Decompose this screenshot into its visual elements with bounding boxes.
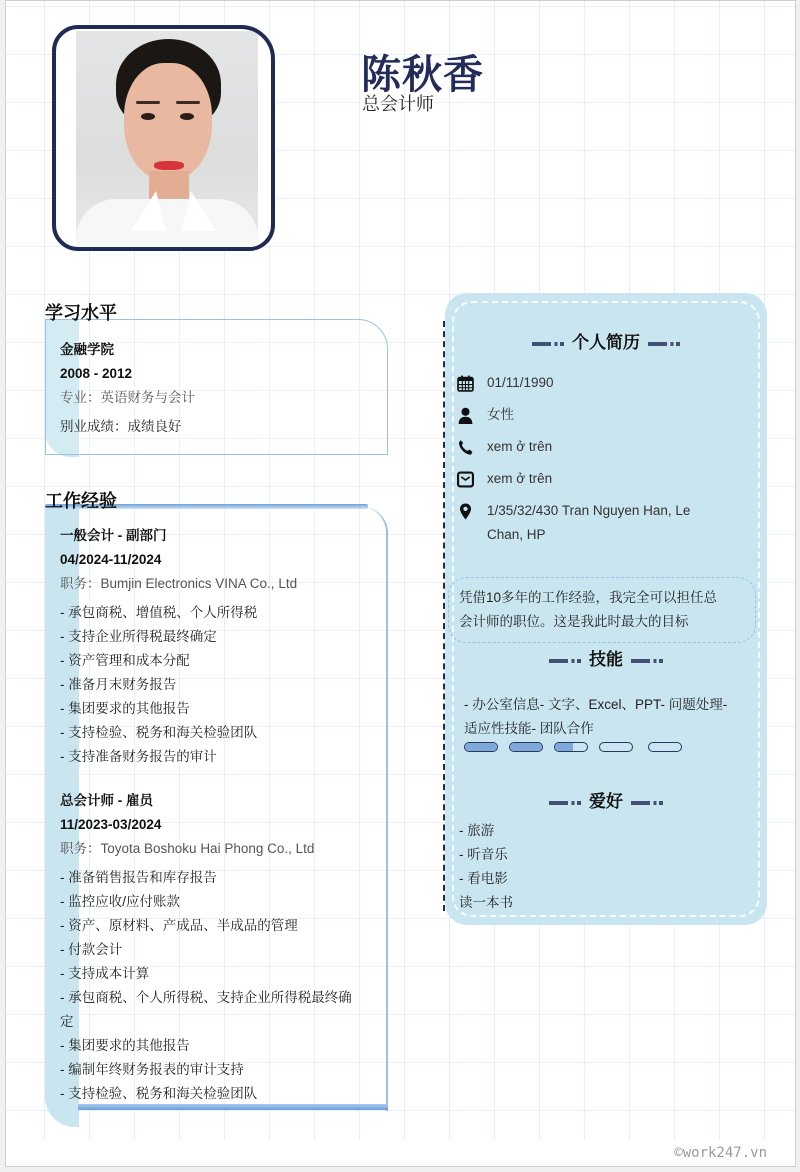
gender-value: 女性 — [487, 407, 514, 422]
school-name: 金融学院 — [60, 342, 114, 357]
education-period: 2008 - 2012 — [60, 366, 133, 381]
calendar-icon — [457, 371, 487, 395]
education-major: 专业：英语财务与会计 — [60, 390, 195, 405]
phone-row — [457, 435, 552, 459]
skill-rating-pill — [599, 742, 633, 752]
job-duty: - 支持检验、税务和海关检验团队 — [60, 1086, 258, 1101]
job-duty: - 准备月末财务报告 — [60, 677, 177, 692]
job-duty: 定 — [60, 1014, 74, 1029]
email-value: xem ở trên — [487, 471, 553, 486]
skills-list — [464, 693, 754, 741]
skills-line: 适应性技能- 团队合作 — [464, 721, 594, 736]
experience-heading: 工作经验 — [45, 491, 117, 511]
skill-rating-pill — [554, 742, 588, 752]
user-icon — [457, 403, 487, 427]
birthdate-row — [457, 371, 554, 395]
job-duty: - 支持检验、税务和海关检验团队 — [60, 725, 258, 740]
heading-decoration — [549, 659, 581, 663]
hobby-item: 读一本书 — [459, 895, 513, 910]
job-duty: - 资产管理和成本分配 — [60, 653, 190, 668]
heading-decoration — [549, 801, 581, 805]
job-role: 总会计师 - 雇员 — [60, 793, 153, 808]
profile-heading — [445, 328, 767, 353]
envelope-icon — [457, 467, 487, 491]
heading-decoration — [648, 342, 680, 346]
skills-heading-text: 技能 — [589, 650, 623, 669]
job-duty: - 编制年终财务报表的审计支持 — [60, 1062, 244, 1077]
career-objective — [448, 577, 756, 643]
job-period: 04/2024-11/2024 — [60, 552, 162, 567]
birthdate-value: 01/11/1990 — [487, 375, 554, 390]
skill-rating-pill — [509, 742, 543, 752]
skills-heading — [445, 645, 767, 670]
skill-rating-pill — [648, 742, 682, 752]
job-duty: - 资产、原材料、产成品、半成品的管理 — [60, 918, 298, 933]
profile-photo — [76, 31, 258, 247]
education-grade: 别业成绩：成绩良好 — [60, 419, 182, 434]
job-duty: - 承包商税、个人所得税、支持企业所得税最终确 — [60, 990, 352, 1005]
job-duty: - 支持准备财务报告的审计 — [60, 749, 217, 764]
hobby-item: - 看电影 — [459, 871, 508, 886]
job-duty: - 支持成本计算 — [60, 966, 150, 981]
heading-decoration — [532, 342, 564, 346]
job-duty: - 集团要求的其他报告 — [60, 1038, 190, 1053]
panel-left-dashed-line — [443, 321, 445, 911]
job-company: 职务：Toyota Boshoku Hai Phong Co., Ltd — [60, 841, 315, 856]
skill-rating-pill — [464, 742, 498, 752]
objective-line: 会计师的职位。这是我此时最大的目标 — [459, 614, 689, 629]
job-role: 一般会计 - 副部门 — [60, 528, 167, 543]
skills-line: - 办公室信息- 文字、Excel、PPT- 问题处理- — [464, 697, 728, 712]
objective-line: 凭借10多年的工作经验，我完全可以担任总 — [459, 590, 718, 605]
job-duty: - 支持企业所得税最终确定 — [60, 629, 217, 644]
address-value: 1/35/32/430 Tran Nguyen Han, Le Chan, HP — [487, 503, 691, 542]
candidate-name: 陈秋香 — [361, 53, 484, 97]
job-entry — [60, 789, 352, 1106]
heading-decoration — [631, 659, 663, 663]
job-entry — [60, 524, 297, 769]
phone-icon — [457, 435, 487, 459]
job-duty: - 集团要求的其他报告 — [60, 701, 190, 716]
skill-rating — [464, 742, 693, 752]
address-row — [457, 499, 690, 547]
gender-row — [457, 403, 514, 427]
education-details — [60, 338, 195, 439]
profile-photo-frame — [52, 25, 275, 251]
map-pin-icon — [457, 499, 487, 523]
heading-decoration — [631, 801, 663, 805]
phone-value: xem ở trên — [487, 439, 553, 454]
hobbies-list — [459, 819, 513, 915]
resume-page — [5, 0, 796, 1167]
email-row — [457, 467, 552, 491]
profile-heading-text: 个人简历 — [572, 333, 640, 352]
job-duty: - 准备销售报告和库存报告 — [60, 870, 217, 885]
job-duty: - 付款会计 — [60, 942, 123, 957]
hobbies-heading — [445, 787, 767, 812]
job-title: 总会计师 — [362, 94, 434, 114]
hobby-item: - 旅游 — [459, 823, 495, 838]
job-company: 职务：Bumjin Electronics VINA Co., Ltd — [60, 576, 298, 591]
job-duty: - 承包商税、增值税、个人所得税 — [60, 605, 258, 620]
watermark: ©work247.vn — [674, 1145, 767, 1161]
job-duty: - 监控应收/应付账款 — [60, 894, 180, 909]
hobby-item: - 听音乐 — [459, 847, 508, 862]
education-heading: 学习水平 — [45, 303, 117, 323]
hobbies-heading-text: 爱好 — [589, 792, 623, 811]
job-period: 11/2023-03/2024 — [60, 817, 162, 832]
